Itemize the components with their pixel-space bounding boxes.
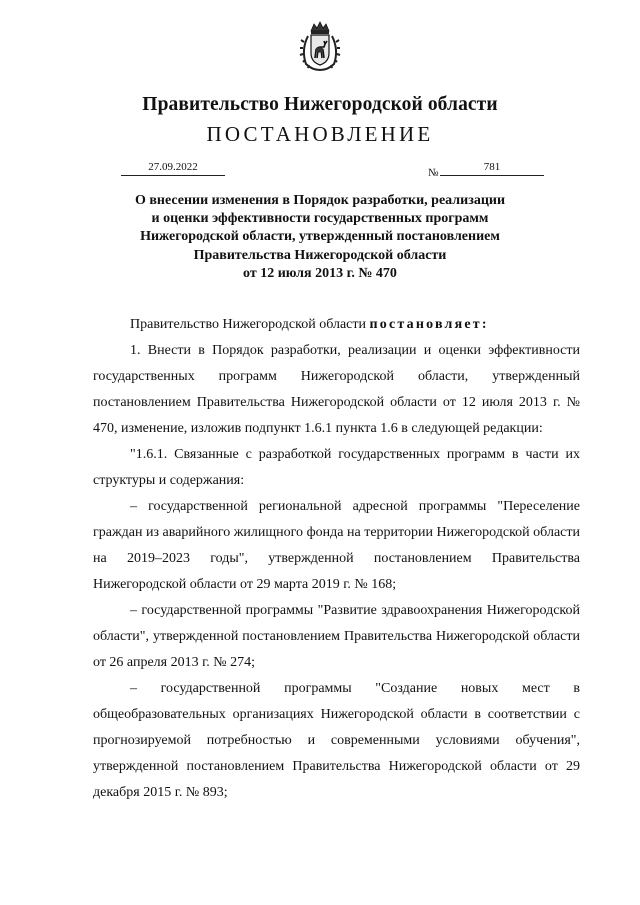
bullet-item: – государственной программы "Развитие здравоохранения Нижегородской области", утвержденной постановлением Правительства Нижегородской области от 26 апреля 2013 г. № 274; — [93, 603, 580, 670]
subject-line: от 12 июля 2013 г. № 470 — [243, 265, 397, 281]
coat-of-arms-icon — [298, 20, 342, 72]
item-1: 1. Внести в Порядок разработки, реализации и оценки эффективности государственных программ Нижегородской области, утвержденный постановлением Правительства Нижегородской области от 12 июля 2013 г. № 470, изменение, изложив подпункт 1.6.1 пункта 1.6 в следующей редакции: — [93, 343, 580, 436]
bullet-item: – государственной программы "Создание новых мест в общеобразовательных организациях Нижегородской области в соответствии с прогнозируемой потребностью и современными условиями обучения", утвержденной постановлением Правительства Нижегородской области от 29 декабря 2015 г. № 893; — [93, 681, 580, 800]
subject-line: Нижегородской области, утвержденный постановлением — [140, 229, 500, 245]
preamble-text: Правительство Нижегородской области — [130, 317, 370, 332]
subpoint-1-6-1: "1.6.1. Связанные с разработкой государственных программ в части их структуры и содержания: — [93, 447, 580, 488]
document-body — [93, 312, 580, 806]
preamble — [93, 312, 580, 338]
bullet-item: – государственной региональной адресной программы "Переселение граждан из аварийного жилищного фонда на территории Нижегородской области на 2019–2023 годы", утвержденной постановлением Правительства Нижегородской области от 29 марта 2019 г. № 168; — [93, 499, 580, 592]
subject-line: и оценки эффективности государственных программ — [151, 211, 489, 227]
preamble-verb: постановляет: — [369, 317, 489, 332]
government-title: Правительство Нижегородской области — [142, 94, 498, 115]
subject-line: О внесении изменения в Порядок разработки, реализации — [134, 193, 506, 208]
document-type: ПОСТАНОВЛЕНИЕ — [206, 122, 434, 146]
document-number: 781 — [440, 160, 544, 176]
document-date: 27.09.2022 — [121, 160, 225, 176]
number-sign: № — [428, 167, 439, 179]
document-subject — [110, 192, 530, 283]
subject-line: Правительства Нижегородской области — [193, 247, 447, 263]
